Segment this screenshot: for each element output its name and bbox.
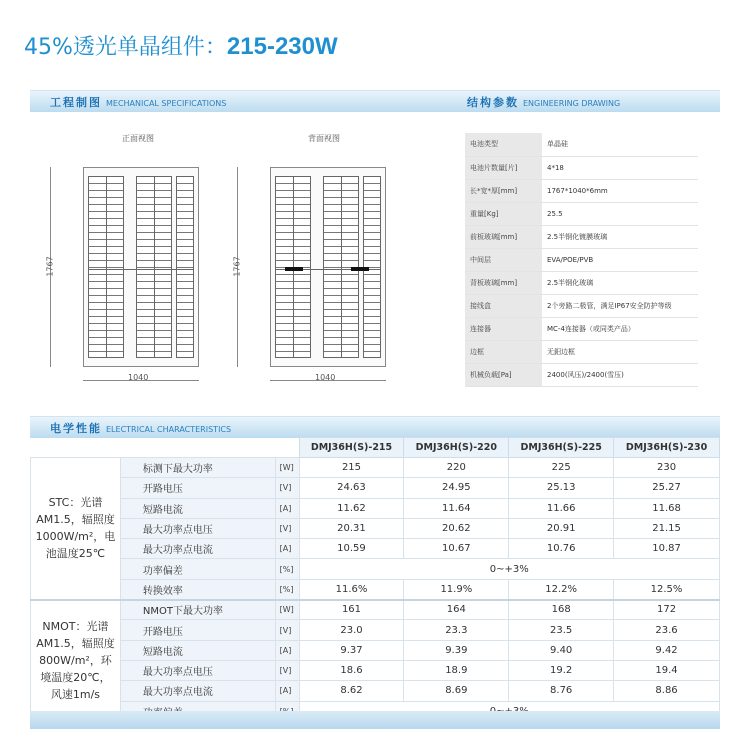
structure-key: 接线盒 xyxy=(465,294,542,317)
cell-column xyxy=(106,176,124,358)
structure-row xyxy=(465,340,698,363)
parameter-name: 最大功率点电流 xyxy=(120,681,275,701)
parameter-value: 230 xyxy=(614,458,720,478)
parameter-unit: [V] xyxy=(275,478,299,498)
parameter-value: 11.64 xyxy=(404,498,509,518)
nmot-condition: NMOT：光谱AM1.5，辐照度800W/m²，环境温度20℃，风速1m/s xyxy=(31,600,121,722)
electrical-heading xyxy=(50,420,231,436)
parameter-value: 8.62 xyxy=(299,681,404,701)
parameter-name: 最大功率点电压 xyxy=(120,660,275,680)
back-width-dim: 1040 xyxy=(315,373,336,382)
junction-box xyxy=(351,267,369,271)
structure-table xyxy=(465,133,698,387)
junction-box xyxy=(285,267,303,271)
electrical-row xyxy=(31,681,720,701)
parameter-value: 11.62 xyxy=(299,498,404,518)
parameter-value: 225 xyxy=(509,458,614,478)
parameter-name: 转换效率 xyxy=(120,579,275,599)
electrical-table xyxy=(30,437,720,722)
section-bar-mechanical xyxy=(30,90,720,112)
structure-heading xyxy=(467,94,620,110)
cell-column xyxy=(154,176,172,358)
structure-value: 25.5 xyxy=(542,202,698,225)
electrical-row xyxy=(31,600,720,620)
parameter-value: 11.9% xyxy=(404,579,509,599)
parameter-value: 164 xyxy=(404,600,509,620)
footer-bar xyxy=(30,711,720,729)
structure-row xyxy=(465,248,698,271)
parameter-value: 8.86 xyxy=(614,681,720,701)
structure-row xyxy=(465,294,698,317)
mechanical-heading-en: MECHANICAL SPECIFICATIONS xyxy=(106,99,227,108)
model-header: DMJ36H(S)-225 xyxy=(509,438,614,458)
structure-row xyxy=(465,179,698,202)
model-header-row xyxy=(31,438,720,458)
structure-value: 单晶硅 xyxy=(542,133,698,156)
parameter-value: 21.15 xyxy=(614,518,720,538)
structure-row xyxy=(465,202,698,225)
stc-condition: STC：光谱AM1.5，辐照度1000W/m²，电池温度25℃ xyxy=(31,458,121,600)
structure-key: 电池片数量[片] xyxy=(465,156,542,179)
merged-value: 0~+3% xyxy=(299,559,719,579)
structure-value: EVA/POE/PVB xyxy=(542,248,698,271)
structure-value: 无鈤边框 xyxy=(542,340,698,363)
parameter-value: 11.6% xyxy=(299,579,404,599)
electrical-row xyxy=(31,559,720,579)
panel-midline xyxy=(88,269,194,270)
parameter-name: 最大功率点电压 xyxy=(120,518,275,538)
parameter-value: 12.2% xyxy=(509,579,614,599)
structure-key: 长*宽*厚[mm] xyxy=(465,179,542,202)
parameter-unit: [A] xyxy=(275,498,299,518)
back-view-panel xyxy=(270,167,386,367)
parameter-value: 20.31 xyxy=(299,518,404,538)
parameter-value: 20.62 xyxy=(404,518,509,538)
parameter-value: 18.6 xyxy=(299,660,404,680)
electrical-heading-zh: 电学性能 xyxy=(50,422,102,435)
structure-key: 背板玻璃[mm] xyxy=(465,271,542,294)
electrical-row xyxy=(31,579,720,599)
electrical-row xyxy=(31,640,720,660)
model-header: DMJ36H(S)-220 xyxy=(404,438,509,458)
parameter-value: 25.27 xyxy=(614,478,720,498)
parameter-value: 18.9 xyxy=(404,660,509,680)
parameter-value: 23.0 xyxy=(299,620,404,640)
cell-column xyxy=(136,176,154,358)
structure-key: 重量[Kg] xyxy=(465,202,542,225)
parameter-unit: [%] xyxy=(275,579,299,599)
parameter-value: 168 xyxy=(509,600,614,620)
structure-key: 机械负载[Pa] xyxy=(465,363,542,386)
parameter-value: 10.87 xyxy=(614,539,720,559)
structure-value: MC-4连接器（或同类产品） xyxy=(542,317,698,340)
electrical-row xyxy=(31,498,720,518)
parameter-value: 9.39 xyxy=(404,640,509,660)
parameter-value: 23.6 xyxy=(614,620,720,640)
parameter-value: 19.4 xyxy=(614,660,720,680)
front-width-dim: 1040 xyxy=(128,373,149,382)
parameter-value: 215 xyxy=(299,458,404,478)
electrical-row xyxy=(31,660,720,680)
structure-value: 2个旁路二极管，满足IP67安全防护等级 xyxy=(542,294,698,317)
structure-heading-en: ENGINEERING DRAWING xyxy=(523,99,621,108)
parameter-name: 最大功率点电流 xyxy=(120,539,275,559)
parameter-value: 8.76 xyxy=(509,681,614,701)
structure-heading-zh: 结构参数 xyxy=(467,96,519,109)
structure-row xyxy=(465,156,698,179)
parameter-unit: [V] xyxy=(275,518,299,538)
front-height-dim: 1767 xyxy=(45,256,55,277)
parameter-value: 24.95 xyxy=(404,478,509,498)
parameter-name: 短路电流 xyxy=(120,498,275,518)
electrical-row xyxy=(31,518,720,538)
structure-row xyxy=(465,317,698,340)
parameter-value: 10.67 xyxy=(404,539,509,559)
parameter-value: 20.91 xyxy=(509,518,614,538)
structure-value: 2.5半钢化镀膜玻璃 xyxy=(542,225,698,248)
parameter-value: 10.59 xyxy=(299,539,404,559)
parameter-unit: [A] xyxy=(275,640,299,660)
parameter-unit: [V] xyxy=(275,660,299,680)
header-spacer xyxy=(31,438,300,458)
parameter-unit: [A] xyxy=(275,539,299,559)
title-prefix: 45%透光单晶组件： xyxy=(24,35,227,60)
parameter-value: 172 xyxy=(614,600,720,620)
parameter-name: 功率偏差 xyxy=(120,559,275,579)
section-bar-electrical xyxy=(30,416,720,438)
electrical-heading-en: ELECTRICAL CHARACTERISTICS xyxy=(106,425,232,434)
parameter-value: 9.42 xyxy=(614,640,720,660)
parameter-value: 11.68 xyxy=(614,498,720,518)
parameter-unit: [V] xyxy=(275,620,299,640)
electrical-row xyxy=(31,620,720,640)
structure-key: 中间层 xyxy=(465,248,542,271)
parameter-value: 161 xyxy=(299,600,404,620)
parameter-name: 开路电压 xyxy=(120,478,275,498)
parameter-value: 12.5% xyxy=(614,579,720,599)
structure-key: 电池类型 xyxy=(465,133,542,156)
page-title xyxy=(24,30,338,61)
structure-value: 2.5半钢化玻璃 xyxy=(542,271,698,294)
parameter-name: NMOT下最大功率 xyxy=(120,600,275,620)
parameter-value: 8.69 xyxy=(404,681,509,701)
parameter-value: 19.2 xyxy=(509,660,614,680)
parameter-value: 23.3 xyxy=(404,620,509,640)
model-header: DMJ36H(S)-230 xyxy=(614,438,720,458)
cell-column xyxy=(323,176,341,358)
parameter-value: 9.40 xyxy=(509,640,614,660)
parameter-value: 24.63 xyxy=(299,478,404,498)
structure-key: 前板玻璃[mm] xyxy=(465,225,542,248)
parameter-name: 开路电压 xyxy=(120,620,275,640)
parameter-value: 23.5 xyxy=(509,620,614,640)
parameter-value: 9.37 xyxy=(299,640,404,660)
structure-row xyxy=(465,133,698,156)
parameter-unit: [W] xyxy=(275,458,299,478)
cell-column xyxy=(176,176,194,358)
mechanical-heading xyxy=(50,94,226,110)
back-height-dim: 1767 xyxy=(232,256,242,277)
parameter-unit: [A] xyxy=(275,681,299,701)
parameter-value: 25.13 xyxy=(509,478,614,498)
parameter-value: 10.76 xyxy=(509,539,614,559)
front-view-panel xyxy=(83,167,199,367)
mechanical-heading-zh: 工程制图 xyxy=(50,96,102,109)
parameter-unit: [W] xyxy=(275,600,299,620)
structure-row xyxy=(465,271,698,294)
parameter-value: 11.66 xyxy=(509,498,614,518)
parameter-value: 220 xyxy=(404,458,509,478)
structure-value: 4*18 xyxy=(542,156,698,179)
electrical-row xyxy=(31,478,720,498)
title-power: 215-230W xyxy=(226,33,338,60)
structure-value: 2400(风压)/2400(雪压) xyxy=(542,363,698,386)
structure-row xyxy=(465,225,698,248)
structure-value: 1767*1040*6mm xyxy=(542,179,698,202)
electrical-row xyxy=(31,458,720,478)
back-view-label: 背面视图 xyxy=(308,134,340,143)
front-view-label: 正面视图 xyxy=(122,134,154,143)
parameter-unit: [%] xyxy=(275,559,299,579)
structure-key: 连接器 xyxy=(465,317,542,340)
structure-key: 边框 xyxy=(465,340,542,363)
model-header: DMJ36H(S)-215 xyxy=(299,438,404,458)
cell-column xyxy=(88,176,106,358)
parameter-name: 短路电流 xyxy=(120,640,275,660)
parameter-name: 标测下最大功率 xyxy=(120,458,275,478)
electrical-row xyxy=(31,539,720,559)
structure-row xyxy=(465,363,698,386)
